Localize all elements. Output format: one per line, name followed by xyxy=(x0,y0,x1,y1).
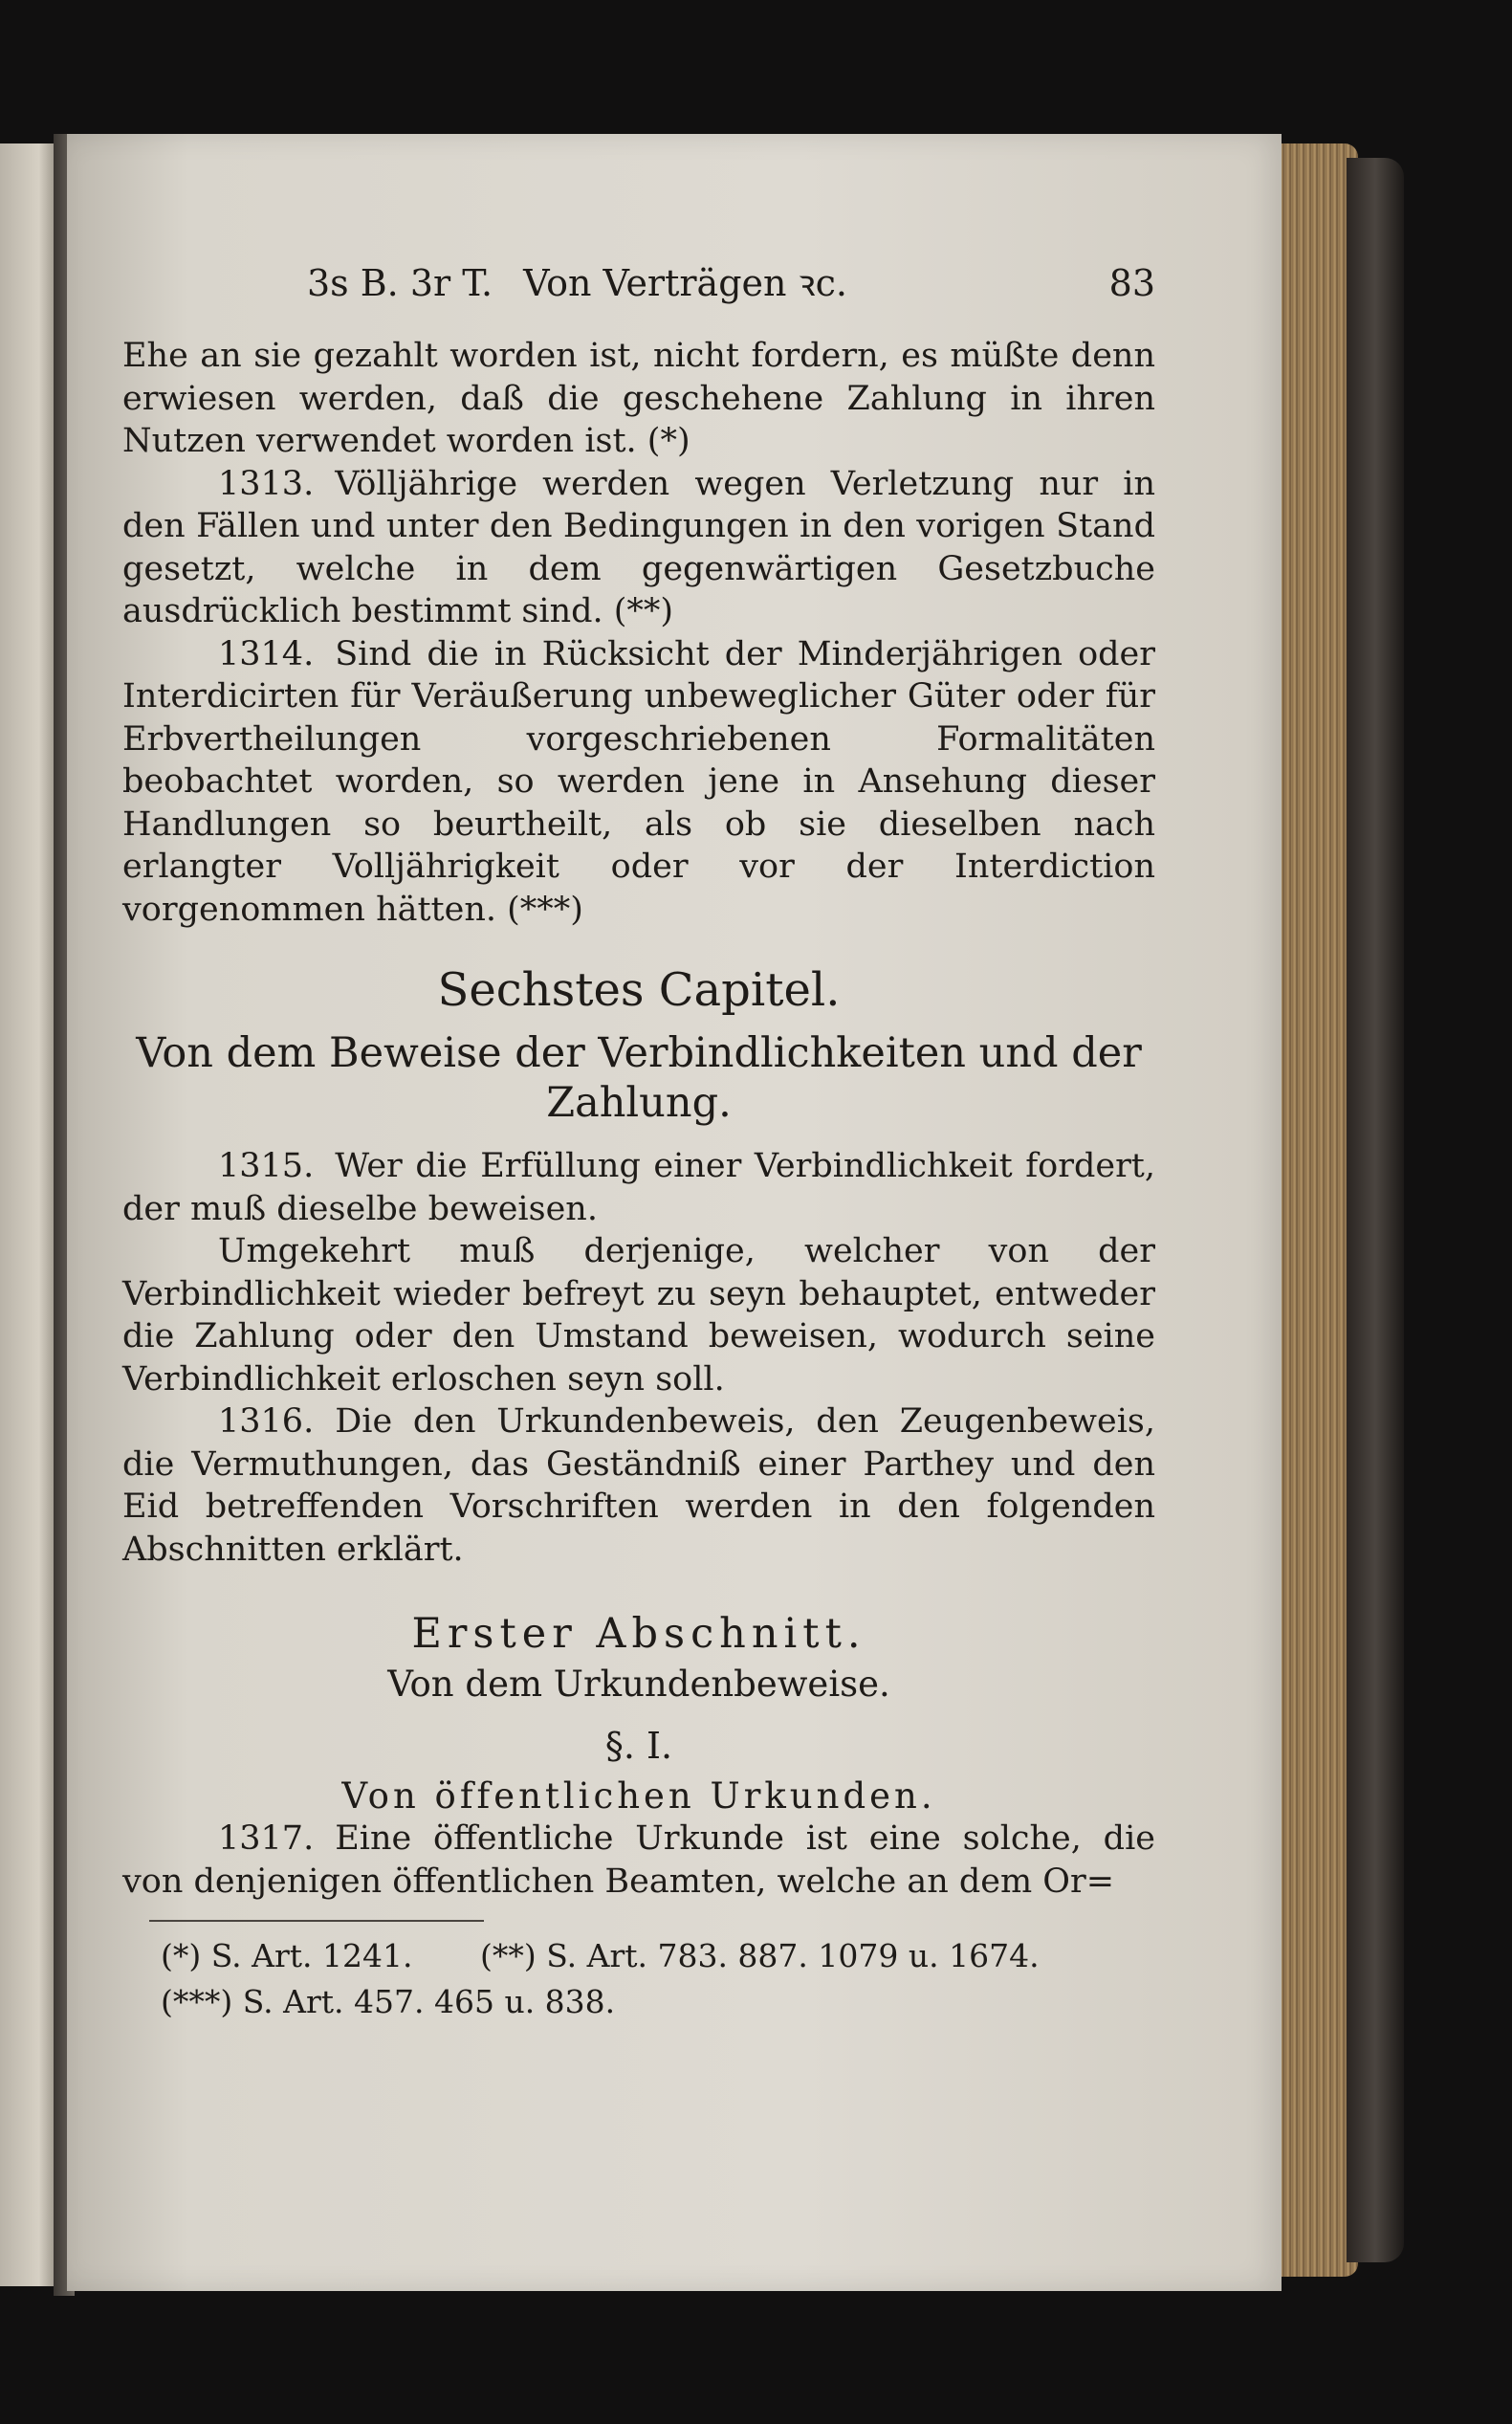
paragraph-continuation: Ehe an sie gezahlt worden ist, nicht fordern, es müßte denn erwiesen werden, daß die geschehene Zahlung in ihren Nutzen verwendet worden ist. (*) xyxy=(122,337,1155,460)
footnotes xyxy=(122,1933,1155,2025)
footnote-1: (*) S. Art. 1241. xyxy=(161,1937,413,1974)
article-number: 1314. xyxy=(218,634,315,673)
article-text: Völljährige werden wegen Verletzung nur in den Fällen und unter den Bedingungen in den vorigen Stand gesetzt, welche in dem gegenwärtigen Gesetzbuche ausdrücklich bestimmt sind. (**) xyxy=(122,464,1155,630)
footnote-rule xyxy=(149,1920,484,1922)
article-number: 1317. xyxy=(218,1819,315,1858)
article-1314 xyxy=(122,633,1155,932)
article-text: Wer die Erfüllung einer Verbindlichkeit fordert, der muß dieselbe beweisen. xyxy=(122,1147,1155,1228)
page-number: 83 xyxy=(1108,262,1155,304)
header-title: Von Verträgen ꝛc. xyxy=(523,262,847,304)
article-number: 1316. xyxy=(218,1402,315,1441)
page-edges xyxy=(1272,143,1358,2277)
article-1313 xyxy=(122,463,1155,633)
article-number: 1315. xyxy=(218,1147,315,1185)
paragraph-subtitle: Von öffentlichen Urkunden. xyxy=(341,1774,936,1817)
footnote-2: (**) S. Art. 783. 887. 1079 u. 1674. xyxy=(479,1937,1040,1974)
article-number: 1313. xyxy=(218,464,315,503)
article-1315 xyxy=(122,1145,1155,1230)
article-1316 xyxy=(122,1400,1155,1571)
article-1317 xyxy=(122,1818,1155,1903)
chapter-subtitle: Von dem Beweise der Verbindlichkeiten und der Zahlung. xyxy=(136,1029,1142,1127)
left-facing-page xyxy=(0,143,55,2286)
article-text: Sind die in Rücksicht der Minderjährigen oder Interdicirten für Veräußerung unbeweglicher Güter oder für Erbvertheilungen vorgeschriebenen Formalitäten beobachtet worden, so werden jene in Ansehung dieser Handlungen so beurtheilt, als ob sie dieselben nach erlangter Volljährigkeit oder vor der Interdiction vorgenommen hätten. (***) xyxy=(122,634,1155,929)
section-title: Erster Abschnitt. xyxy=(411,1610,866,1658)
book-page xyxy=(67,134,1282,2291)
header-series: 3s B. 3r T. xyxy=(307,262,493,304)
article-1315-continued: Umgekehrt muß derjenige, welcher von der Verbindlichkeit wieder befreyt zu seyn behauptet, entweder die Zahlung oder den Umstand beweisen, wodurch seine Verbindlichkeit erloschen seyn soll. xyxy=(122,1232,1155,1399)
paragraph-mark: §. I. xyxy=(604,1725,673,1767)
footnote-3: (***) S. Art. 457. 465 u. 838. xyxy=(161,1983,616,2020)
article-text: Eine öffentliche Urkunde ist eine solche, die von denjenigen öffentlichen Beamten, welche an dem Or= xyxy=(122,1819,1155,1901)
page-content xyxy=(122,262,1155,2025)
article-text: Die den Urkundenbeweis, den Zeugenbeweis, die Vermuthungen, das Geständniß einer Parthey und den Eid betreffenden Vorschriften werden in den folgenden Abschnitten erklärt. xyxy=(122,1402,1155,1569)
section-subtitle: Von dem Urkundenbeweise. xyxy=(387,1663,890,1705)
book-cover xyxy=(1347,158,1404,2262)
chapter-title: Sechstes Capitel. xyxy=(437,963,841,1017)
running-header xyxy=(122,262,1155,320)
